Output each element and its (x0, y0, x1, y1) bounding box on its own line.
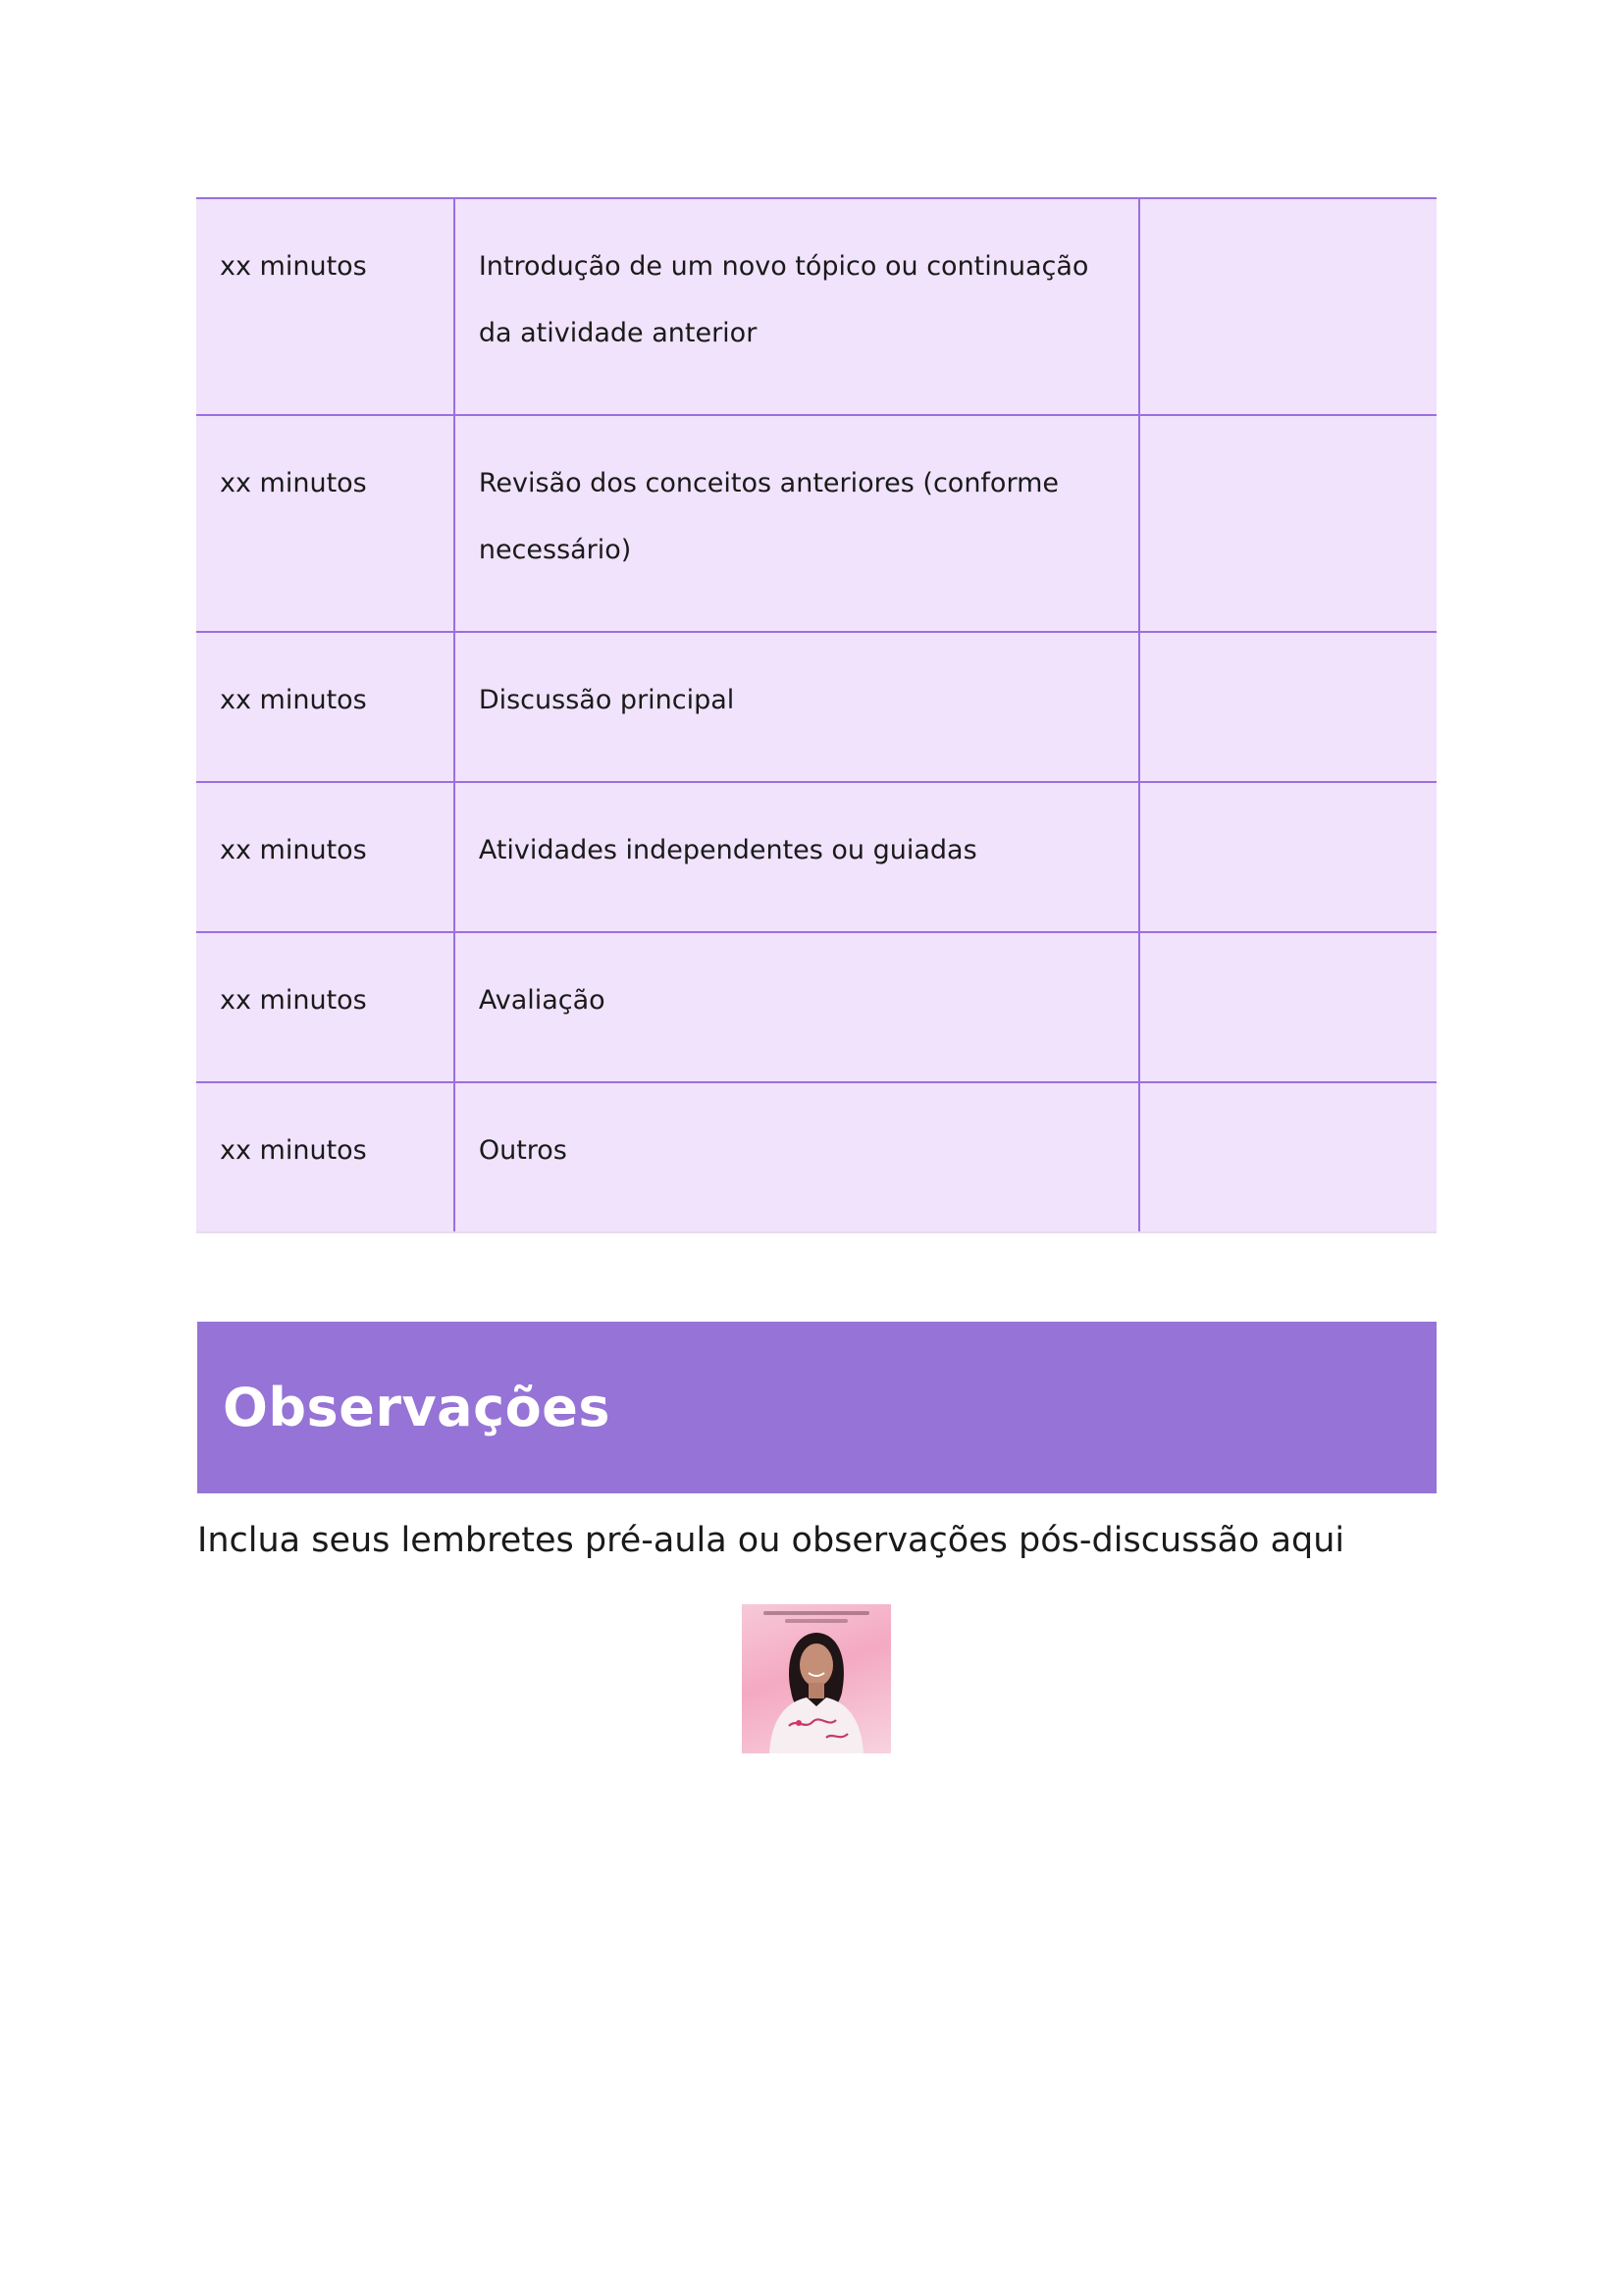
notes-cell[interactable] (1139, 1082, 1437, 1232)
time-label: xx minutos (220, 1135, 367, 1166)
notes-value (1140, 933, 1437, 967)
schedule-row (196, 198, 1437, 415)
schedule-row (196, 782, 1437, 932)
activity-label: Revisão dos conceitos anteriores (conforme necessário) (478, 468, 1059, 565)
notes-cell[interactable] (1139, 415, 1437, 632)
activity-cell (454, 1082, 1139, 1232)
notes-value (1140, 199, 1437, 234)
time-cell (196, 632, 454, 782)
schedule-row (196, 632, 1437, 782)
time-label: xx minutos (220, 835, 367, 865)
time-cell (196, 198, 454, 415)
time-cell (196, 415, 454, 632)
author-portrait-image (742, 1604, 891, 1753)
notes-cell[interactable] (1139, 782, 1437, 932)
notes-value (1140, 633, 1437, 667)
schedule-row (196, 1082, 1437, 1232)
activity-cell (454, 782, 1139, 932)
activity-label: Discussão principal (478, 685, 735, 715)
notes-cell[interactable] (1139, 932, 1437, 1082)
time-cell (196, 782, 454, 932)
activity-cell (454, 932, 1139, 1082)
activity-cell (454, 198, 1139, 415)
observations-body: Inclua seus lembretes pré-aula ou observações pós-discussão aqui (197, 1521, 1345, 1560)
time-label: xx minutos (220, 685, 367, 715)
notes-cell[interactable] (1139, 632, 1437, 782)
notes-value (1140, 416, 1437, 450)
activity-label: Avaliação (478, 985, 605, 1016)
activity-cell (454, 415, 1139, 632)
author-photo (742, 1604, 891, 1753)
lesson-schedule-table (196, 197, 1437, 1233)
schedule-row (196, 415, 1437, 632)
schedule-row (196, 932, 1437, 1082)
time-cell (196, 1082, 454, 1232)
activity-label: Introdução de um novo tópico ou continuação da atividade anterior (478, 251, 1089, 348)
notes-cell[interactable] (1139, 198, 1437, 415)
time-label: xx minutos (220, 468, 367, 498)
observations-title: Observações (223, 1377, 610, 1438)
observations-banner (197, 1322, 1437, 1493)
time-label: xx minutos (220, 985, 367, 1016)
activity-cell (454, 632, 1139, 782)
notes-value (1140, 783, 1437, 817)
activity-label: Atividades independentes ou guiadas (478, 835, 977, 865)
time-cell (196, 932, 454, 1082)
notes-value (1140, 1083, 1437, 1118)
activity-label: Outros (478, 1135, 567, 1166)
time-label: xx minutos (220, 251, 367, 282)
